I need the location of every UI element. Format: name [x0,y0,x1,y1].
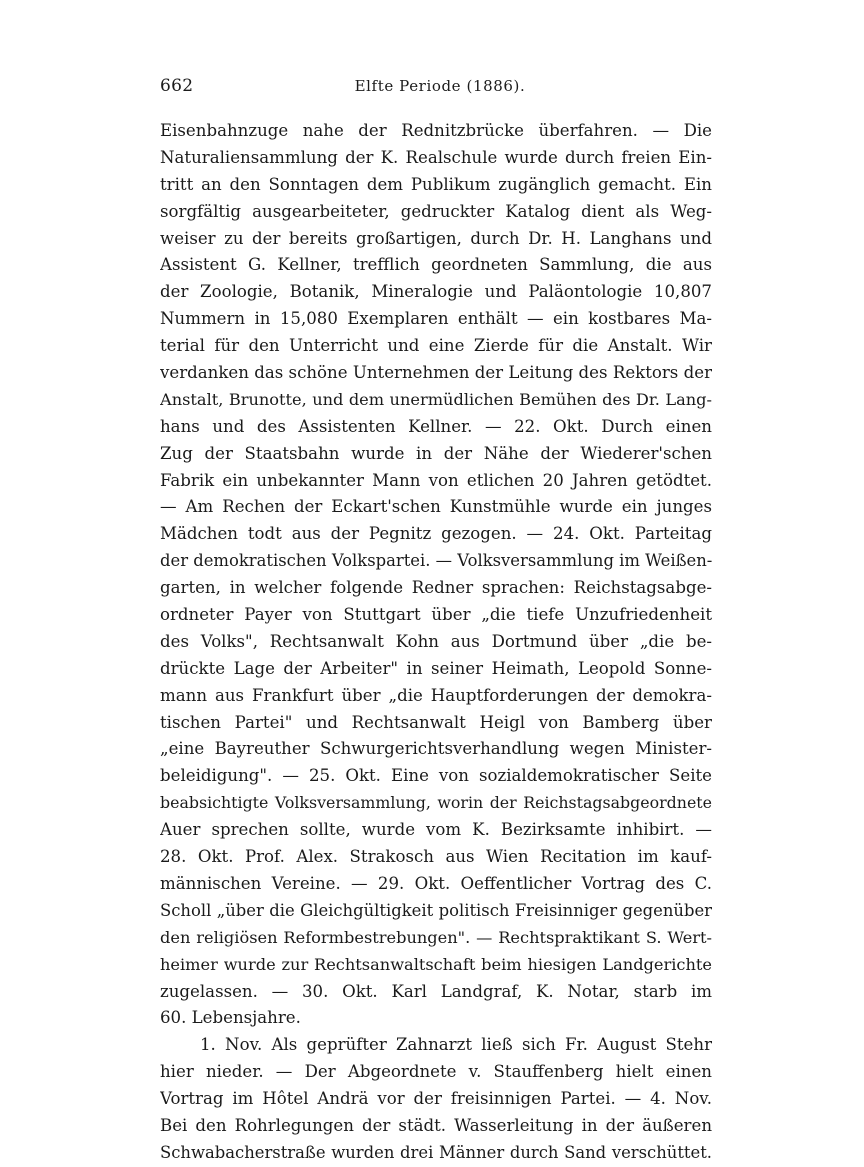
text-line: sorgfältig ausgearbeiteter, gedruckter Katalog dient als Weg- [160,201,712,221]
text-line: weiser zu der bereits großartigen, durch Dr. H. Langhans und [160,228,712,248]
text-line: terial für den Unterricht und eine Zierde für die Anstalt. Wir [160,336,712,356]
text-line: Fabrik ein unbekannter Mann von etlichen 20 Jahren getödtet. [160,470,712,490]
text-line: Vortrag im Hôtel Andrä vor der freisinnigen Partei. — 4. Nov. [160,1089,712,1109]
page-number: 662 [160,76,194,96]
text-line: beleidigung". — 25. Okt. Eine von sozialdemokratischer Seite [160,766,712,786]
text-line: hans und des Assistenten Kellner. — 22. Okt. Durch einen [160,416,712,436]
text-line: 28. Okt. Prof. Alex. Strakosch aus Wien Recitation im kauf- [160,847,712,867]
text-line: Schwabacherstraße wurden drei Männer durch Sand verschüttet. [160,1142,712,1162]
text-line: der demokratischen Volkspartei. — Volksversammlung im Weißen- [160,551,712,571]
text-line: tischen Partei" und Rechtsanwalt Heigl von Bamberg über [160,712,712,732]
text-line: der Zoologie, Botanik, Mineralogie und Paläontologie 10,807 [160,282,712,302]
text-line: tritt an den Sonntagen dem Publikum zugänglich gemacht. Ein [160,174,712,194]
text-line: hier nieder. — Der Abgeordnete v. Stauffenberg hielt einen [160,1062,712,1082]
text-line: Auer sprechen sollte, wurde vom K. Bezirksamte inhibirt. — [160,820,712,840]
page-header [160,76,720,100]
text-line: Bei den Rohrlegungen der städt. Wasserleitung in der äußeren [160,1115,712,1135]
text-line: verdanken das schöne Unternehmen der Leitung des Rektors der [160,363,712,383]
text-line: Nummern in 15,080 Exemplaren enthält — ein kostbares Ma- [160,309,712,329]
paragraph [160,1032,712,1166]
text-line: Scholl „über die Gleichgültigkeit politisch Freisinniger gegenüber [160,900,712,920]
text-line: 1. Nov. Als geprüfter Zahnarzt ließ sich Fr. August Stehr [200,1035,712,1055]
text-line: heimer wurde zur Rechtsanwaltschaft beim hiesigen Landgerichte [160,954,712,974]
text-line: Anstalt, Brunotte, und dem unermüdlichen Bemühen des Dr. Lang- [160,389,712,409]
text-line: drückte Lage der Arbeiter" in seiner Heimath, Leopold Sonne- [160,658,712,678]
text-line: — Am Rechen der Eckart'schen Kunstmühle wurde ein junges [160,497,712,517]
running-title: Elfte Periode (1886). [354,77,526,95]
text-line: Naturaliensammlung der K. Realschule wurde durch freien Ein- [160,147,712,167]
text-line: männischen Vereine. — 29. Okt. Oeffentlicher Vortrag des C. [160,873,712,893]
text-line: Eisenbahnzuge nahe der Rednitzbrücke überfahren. — Die [160,121,712,140]
text-line: Assistent G. Kellner, trefflich geordneten Sammlung, die aus [160,255,712,275]
text-line: garten, in welcher folgende Redner sprachen: Reichstagsabge- [160,578,712,598]
text-line: zugelassen. — 30. Okt. Karl Landgraf, K. Notar, starb im [160,981,712,1001]
text-line: mann aus Frankfurt über „die Hauptforderungen der demokra- [160,685,712,705]
text-line: des Volks", Rechtsanwalt Kohn aus Dortmund über „die be- [160,631,712,651]
body-text [160,118,712,1167]
text-line: Mädchen todt aus der Pegnitz gezogen. — 24. Okt. Parteitag [160,524,712,544]
text-line: den religiösen Reformbestrebungen". — Rechtspraktikant S. Wert- [160,927,712,947]
text-line: Zug der Staatsbahn wurde in der Nähe der Wiederer'schen [160,443,712,463]
paragraph [160,118,712,1032]
text-line: „eine Bayreuther Schwurgerichtsverhandlung wegen Minister- [160,739,712,759]
text-line: beabsichtigte Volksversammlung, worin der Reichstagsabgeordnete [160,793,712,813]
text-line: 60. Lebensjahre. [160,1008,301,1028]
text-line: ordneter Payer von Stuttgart über „die tiefe Unzufriedenheit [160,605,712,625]
